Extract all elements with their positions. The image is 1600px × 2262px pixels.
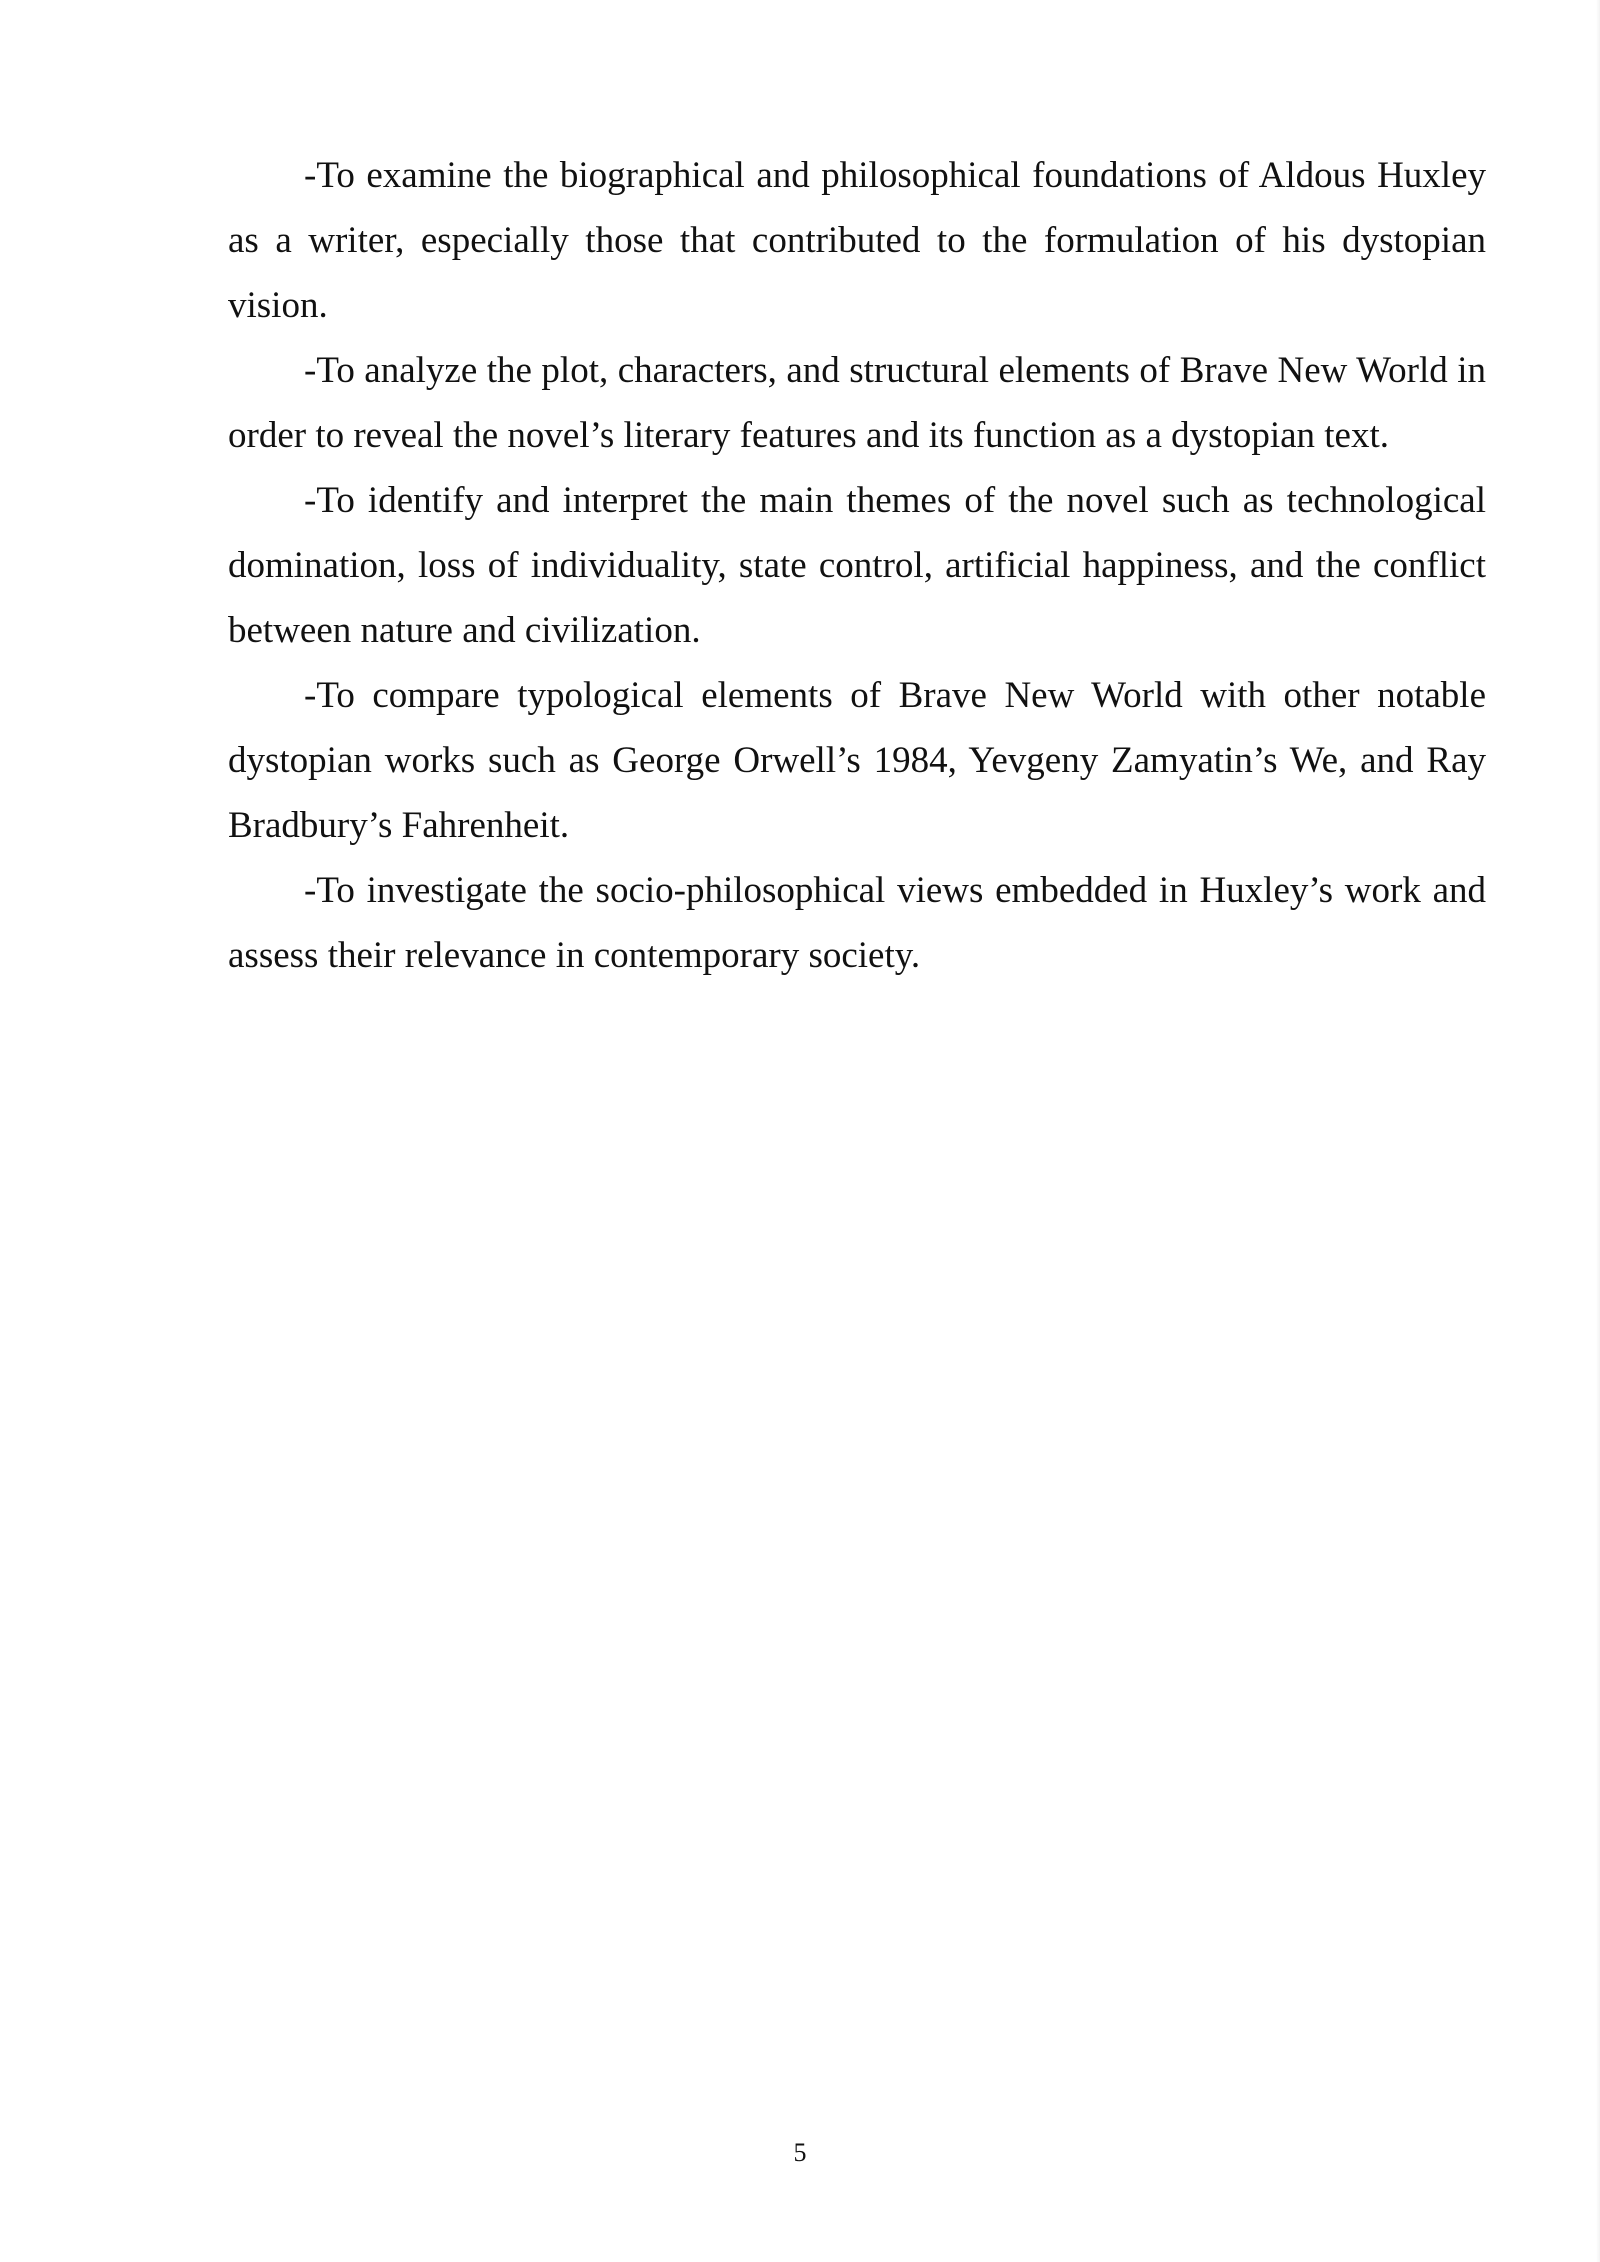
objective-paragraph: -To identify and interpret the main themes of the novel such as technological domination, loss of individuality, state control, artificial happiness, and the conflict between nature and civilization. [228,480,1486,651]
objective-paragraph: -To compare typological elements of Brave New World with other notable dystopian works such as George Orwell’s 1984, Yevgeny Zamyatin’s We, and Ray Bradbury’s Fahrenheit. [228,675,1486,846]
objective-paragraph: -To investigate the socio-philosophical views embedded in Huxley’s work and assess their relevance in contemporary society. [228,870,1486,976]
page-number: 5 [793,2138,807,2167]
body-text [228,143,1486,988]
objective-paragraph: -To examine the biographical and philosophical foundations of Aldous Huxley as a writer, especially those that contributed to the formulation of his dystopian vision. [228,155,1486,326]
objective-paragraph: -To analyze the plot, characters, and structural elements of Brave New World in order to reveal the novel’s literary features and its function as a dystopian text. [228,350,1486,456]
page-edge-shadow [1596,0,1600,2262]
